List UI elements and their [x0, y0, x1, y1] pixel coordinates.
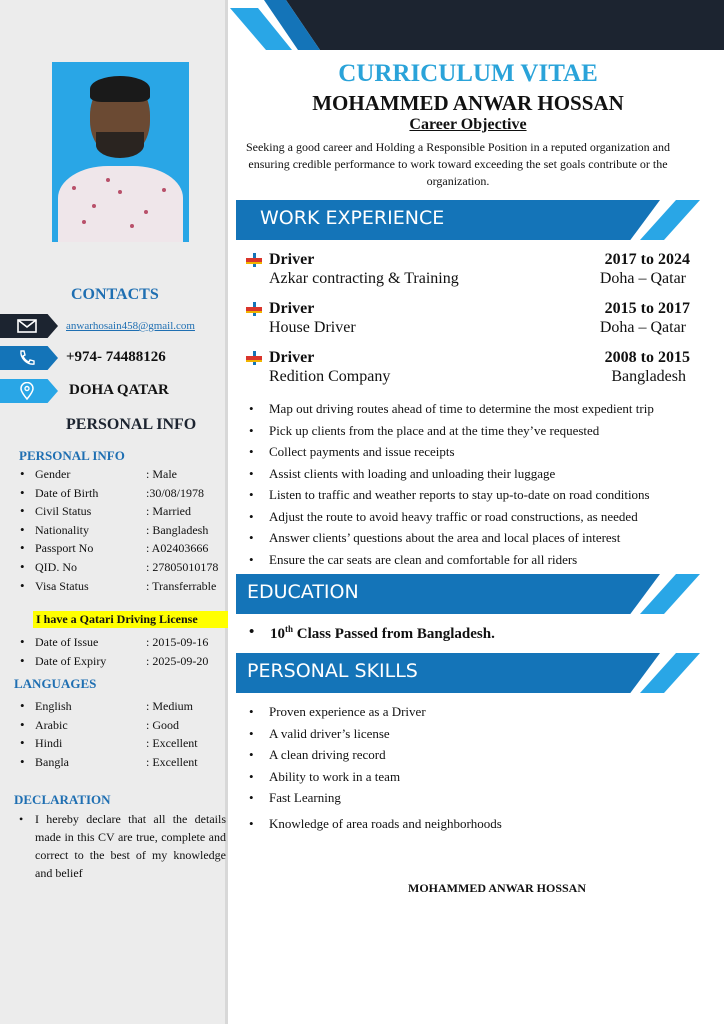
location-pin-icon	[0, 379, 58, 403]
contact-location-row	[0, 379, 228, 403]
list-item: • Passport No : A02403666	[20, 539, 228, 558]
cv-title: CURRICULUM VITAE	[338, 60, 598, 87]
languages-list	[20, 697, 228, 771]
envelope-icon	[0, 314, 58, 338]
contact-phone-row	[0, 346, 228, 370]
driving-license-note: I have a Qatari Driving License	[33, 611, 228, 628]
career-objective-heading: Career Objective	[409, 116, 527, 133]
list-item: • Arabic : Good	[20, 716, 228, 735]
work-experience-banner	[236, 200, 700, 240]
list-item: • Ensure the car seats are clean and comfortable for all riders	[247, 549, 717, 571]
list-item: • Fast Learning	[247, 787, 687, 809]
work-experience-heading: WORK EXPERIENCE	[260, 207, 445, 229]
location-text: DOHA QATAR	[69, 382, 169, 398]
list-item: • Date of Expiry : 2025-09-20	[20, 652, 228, 671]
personal-skills-heading: PERSONAL SKILLS	[247, 660, 418, 682]
list-item: • Pick up clients from the place and at the time they’ve requested	[247, 420, 717, 442]
list-item: • Date of Issue : 2015-09-16	[20, 633, 228, 652]
list-item: • Listen to traffic and weather reports to stay up-to-date on road conditions	[247, 484, 717, 506]
personal-info-subheading: PERSONAL INFO	[19, 448, 125, 463]
personal-skills-banner	[236, 653, 700, 693]
declaration-heading: DECLARATION	[14, 792, 111, 807]
list-item: • Gender : Male	[20, 465, 228, 484]
license-dates-list	[20, 633, 228, 670]
list-item: • Adjust the route to avoid heavy traffic or road constructions, as needed	[247, 506, 717, 528]
bullet-flag-icon	[246, 302, 262, 316]
declaration-text: • I hereby declare that all the details made in this CV are true, complete and correct to the best of my knowledge and belief	[19, 810, 226, 882]
bullet-flag-icon	[246, 253, 262, 267]
languages-heading: LANGUAGES	[14, 676, 97, 691]
list-item: • Nationality : Bangladesh	[20, 521, 228, 540]
bullet-flag-icon	[246, 351, 262, 365]
sidebar	[0, 0, 228, 1024]
list-item: • Map out driving routes ahead of time to determine the most expedient trip	[247, 398, 717, 420]
list-item: • Hindi : Excellent	[20, 734, 228, 753]
list-item: • Civil Status : Married	[20, 502, 228, 521]
list-item: • English : Medium	[20, 697, 228, 716]
personal-info-heading: PERSONAL INFO	[66, 416, 197, 433]
list-item: • Date of Birth :30/08/1978	[20, 484, 228, 503]
job-entry: Driver 2015 to 2017 House Driver Doha – Qatar	[246, 300, 696, 344]
job-entry: Driver 2008 to 2015 Redition Company Bangladesh	[246, 349, 696, 393]
job-entry: Driver 2017 to 2024 Azkar contracting & Training Doha – Qatar	[246, 251, 696, 295]
list-item: • QID. No : 27805010178	[20, 558, 228, 577]
list-item: • Ability to work in a team	[247, 766, 687, 788]
personal-info-list	[20, 465, 228, 595]
list-item: • A valid driver’s license	[247, 723, 687, 745]
list-item: • Proven experience as a Driver	[247, 701, 687, 723]
education-heading: EDUCATION	[247, 581, 359, 603]
list-item: • Collect payments and issue receipts	[247, 441, 717, 463]
top-banner	[228, 0, 724, 50]
education-banner	[236, 574, 700, 614]
signature-name: MOHAMMED ANWAR HOSSAN	[408, 881, 587, 895]
duties-list	[247, 398, 717, 570]
list-item: • Assist clients with loading and unloading their luggage	[247, 463, 717, 485]
profile-photo	[52, 62, 189, 242]
candidate-name: MOHAMMED ANWAR HOSSAN	[312, 91, 624, 115]
contacts-heading: CONTACTS	[71, 286, 159, 303]
education-item: • 10th Class Passed from Bangladesh.	[249, 624, 495, 643]
list-item: • Bangla : Excellent	[20, 753, 228, 772]
contact-email-row	[0, 314, 228, 338]
list-item: • Visa Status : Transferrable	[20, 577, 228, 596]
skills-list	[247, 701, 687, 834]
phone-icon	[0, 346, 58, 370]
list-item: • Knowledge of area roads and neighborhoods	[247, 813, 687, 835]
phone-number: +974- 74488126	[66, 349, 166, 365]
list-item: • A clean driving record	[247, 744, 687, 766]
declaration-text-block	[19, 810, 226, 882]
list-item: • Answer clients’ questions about the area and local places of interest	[247, 527, 717, 549]
email-link[interactable]: anwarhosain458@gmail.com	[66, 320, 195, 332]
career-objective-text: Seeking a good career and Holding a Responsible Position in a reputed organization and ensuring credible performance to work toward exceeding the set goals contribute or the organization.	[245, 140, 670, 188]
